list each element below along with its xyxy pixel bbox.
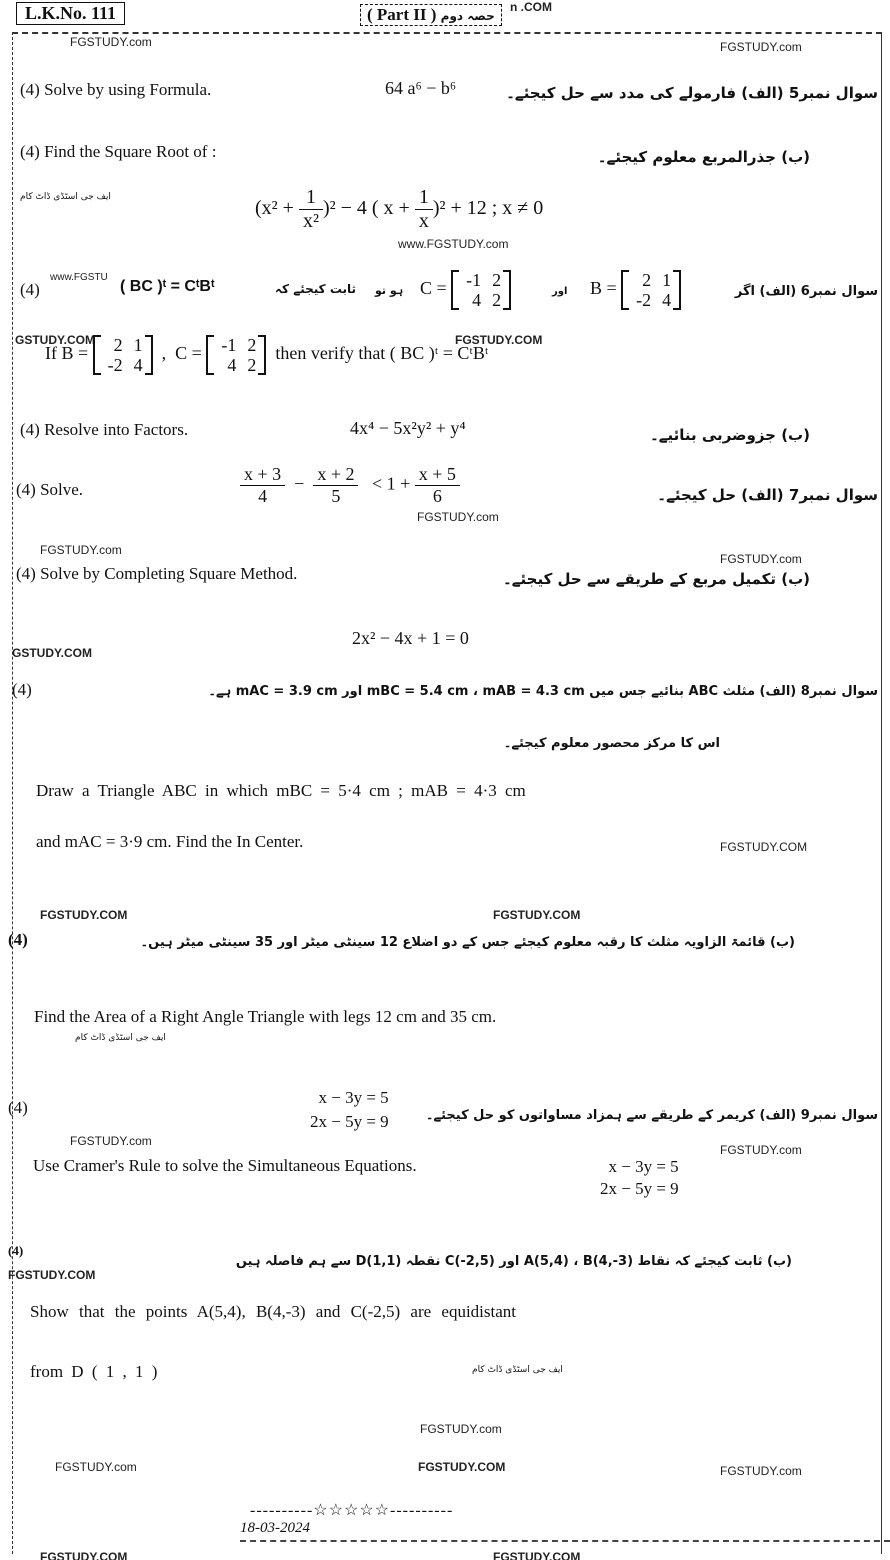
q8a-urdu-line2: اس کا مرکز محصور معلوم کیجئے۔ [503,736,720,751]
cell: 4 [472,290,482,310]
denominator: x² [299,209,323,233]
q6b-text: Resolve into Factors. [44,420,189,439]
q6a-urdu-prove: ثابت کیجئے کہ [275,282,357,296]
q7a-text: Solve. [40,480,84,499]
watermark: FGSTUDY.COM [493,1550,581,1560]
q6b-expression: 4x⁴ − 5x²y² + y⁴ [350,418,466,438]
fraction [299,186,323,233]
end-stars: ----------☆☆☆☆☆---------- [250,1502,454,1519]
q7a-urdu: سوال نمبر7 (الف) حل کیجئے۔ [657,486,878,504]
denominator: 5 [313,485,358,507]
operator: < 1 + [371,473,411,494]
matrix-C [420,270,511,310]
q9b-marks: (4) [8,1243,24,1258]
watermark: FGSTUDY.com [70,1134,152,1148]
cell: 4 [133,355,143,375]
fraction [415,186,433,233]
q5b-urdu: (ب) جذرالمربع معلوم کیجئے۔ [597,148,810,166]
cell: 1 [662,270,672,290]
fraction [240,464,285,507]
expr-part: )² − 4 ( x + [322,197,415,220]
lk-number: L.K.No. 111 [16,2,125,25]
q7b-urdu: (ب) تکمیل مربع کے طریقے سے حل کیجئے۔ [502,570,810,588]
expr-part: (x² + [255,197,299,220]
operator: − [294,473,305,494]
verify-text: then verify that ( BC )ᵗ = CᵗBᵗ [275,343,489,364]
matrix [93,335,153,375]
watermark: FGSTUDY.COM [40,1550,128,1560]
watermark-urdu: ایف جی اسٹڈی ڈاٹ کام [20,192,111,202]
watermark: FGSTUDY.com [70,35,152,49]
q9a-english: Use Cramer's Rule to solve the Simultaneous Equations. [33,1156,417,1175]
q6a-equation: ( BC )ᵗ = CᵗBᵗ [120,278,215,295]
q9a-urdu: سوال نمبر9 (الف) کریمر کے طریقے سے ہمزاد مساواتوں کو حل کیجئے۔ [425,1108,878,1123]
matrix-label: B = [590,278,617,299]
q9a-equations-en [600,1156,679,1200]
bottom-divider [240,1540,890,1542]
q5a-english [20,80,211,100]
q6a-marks: (4) [20,280,40,299]
fraction [415,464,460,507]
q8a-english-line1: Draw a Triangle ABC in which mBC = 5·4 cm ; mAB = 4·3 cm [36,781,526,800]
marks: (4) [20,80,40,99]
q7a-expression [240,464,460,507]
watermark: FGSTUDY.com [417,510,499,524]
q8a-english-line2: and mAC = 3·9 cm. Find the In Center. [36,832,304,851]
handwritten-date: 18-03-2024 [240,1520,310,1536]
q5a-expression: 64 a⁶ − b⁶ [385,78,457,98]
matrix [621,270,681,310]
numerator: x + 3 [244,464,282,484]
watermark: www.FGSTUDY.com [398,237,509,251]
if: If [45,343,57,364]
matrix [451,270,511,310]
part-label [360,4,502,26]
marks: (4) [16,564,36,583]
cell: 4 [227,355,237,375]
watermark-urdu: ایف جی اسٹڈی ڈاٹ کام [75,1033,166,1043]
q8b-marks: (4) [8,930,28,949]
part-urdu: حصہ دوم [440,9,495,23]
denominator: 4 [240,485,285,507]
equation-1: x − 3y = 5 [318,1088,389,1107]
watermark: GSTUDY.COM [12,646,93,660]
q5a-text: Solve by using Formula. [44,80,212,99]
cell: -1 [466,270,482,290]
q5b-english [20,142,216,162]
cell: 1 [133,335,143,355]
watermark: FGSTUDY.COM [40,908,128,922]
q7b-text: Solve by Completing Square Method. [40,564,298,583]
numerator: 1 [305,186,316,208]
q6b-english [20,420,188,440]
watermark: www.FGSTU [50,272,108,283]
expr-part: )² + 12 ; x ≠ 0 [432,197,544,220]
marks: (4) [20,142,40,161]
watermark: FGSTUDY.COM [8,1268,96,1282]
q7a-english [16,480,83,500]
watermark: FGSTUDY.com [720,1464,802,1478]
q6b-urdu: (ب) جزوضربی بنائیے۔ [649,426,810,444]
watermark: GSTUDY.COM [15,333,96,347]
matrix-B [590,270,681,310]
marks: (4) [16,480,36,499]
watermark: FGSTUDY.com [55,1460,137,1474]
matrix-label: C = [175,343,202,364]
cell: -1 [221,335,237,355]
q9b-english-line2: from D ( 1 , 1 ) [30,1362,158,1381]
equation-1: x − 3y = 5 [608,1157,679,1176]
watermark: n .COM [510,0,552,14]
equation-2: 2x − 5y = 9 [600,1179,679,1198]
part-en: ( Part II ) [367,5,437,24]
cell: 2 [642,270,652,290]
q6a-english: If B = 2 1 -2 4 , C = -1 2 4 2 then verify that ( BC )ᵗ = CᵗBᵗ [45,335,489,375]
cell: 4 [662,290,672,310]
q6a-urdu-and: اور [552,286,568,297]
q8b-english: Find the Area of a Right Angle Triangle with legs 12 cm and 35 cm. [34,1007,497,1026]
watermark: FGSTUDY.COM [720,840,808,854]
matrix-label: B = [61,343,89,364]
cell: -2 [636,290,652,310]
numerator: x + 2 [317,464,355,484]
q9a-marks: (4) [8,1098,28,1117]
fraction [313,464,358,507]
watermark: FGSTUDY.com [40,543,122,557]
watermark: FGSTUDY.com [420,1422,502,1436]
watermark: FGSTUDY.COM [455,333,543,347]
q9b-urdu: (ب) ثابت کیجئے کہ نقاط A(5,4) ، B(4,-3) اور C(-2,5) نقطہ D(1,1) سے ہم فاصلہ ہیں [235,1254,792,1269]
cell: -2 [107,355,123,375]
q7b-english [16,564,297,584]
q9a-equations [310,1086,389,1134]
matrix [206,335,266,375]
q5b-text: Find the Square Root of : [44,142,217,161]
watermark: FGSTUDY.com [720,40,802,54]
cell: 2 [492,270,502,290]
cell: 2 [113,335,123,355]
q9b-english-line1: Show that the points A(5,4), B(4,-3) and C(-2,5) are equidistant [30,1302,517,1321]
cell: 2 [247,355,257,375]
watermark-urdu: ایف جی اسٹڈی ڈاٹ کام [472,1365,563,1375]
watermark: FGSTUDY.COM [493,908,581,922]
denominator: x [415,209,433,233]
numerator: 1 [418,186,429,208]
numerator: x + 5 [418,464,456,484]
q7b-expression: 2x² − 4x + 1 = 0 [352,628,469,648]
equation-2: 2x − 5y = 9 [310,1112,389,1131]
denominator: 6 [415,485,460,507]
q8a-urdu: سوال نمبر8 (الف) مثلث ABC بنائیے جس میں mBC = 5.4 cm ، mAB = 4.3 cm اور mAC = 3.9 cm ہے۔ [208,684,878,699]
marks: (4) [20,420,40,439]
q8a-marks: (4) [12,680,32,699]
watermark: FGSTUDY.com [720,552,802,566]
cell: 2 [492,290,502,310]
q5a-urdu: سوال نمبر5 (الف) فارمولے کی مدد سے حل کیجئے۔ [506,84,878,102]
q5b-expression [255,186,543,233]
cell: 2 [247,335,257,355]
watermark: FGSTUDY.com [720,1143,802,1157]
q6a-urdu: سوال نمبر6 (الف) اگر [734,284,878,299]
q6a-urdu-then: ہو تو [375,284,404,297]
q8b-urdu: (ب) قائمۃ الزاویہ مثلث کا رقبہ معلوم کیجئے جس کے دو اضلاع 12 سینٹی میٹر اور 35 سینٹی میٹر ہیں۔ [140,935,795,950]
watermark: FGSTUDY.COM [418,1460,506,1474]
matrix-label: C = [420,278,447,299]
